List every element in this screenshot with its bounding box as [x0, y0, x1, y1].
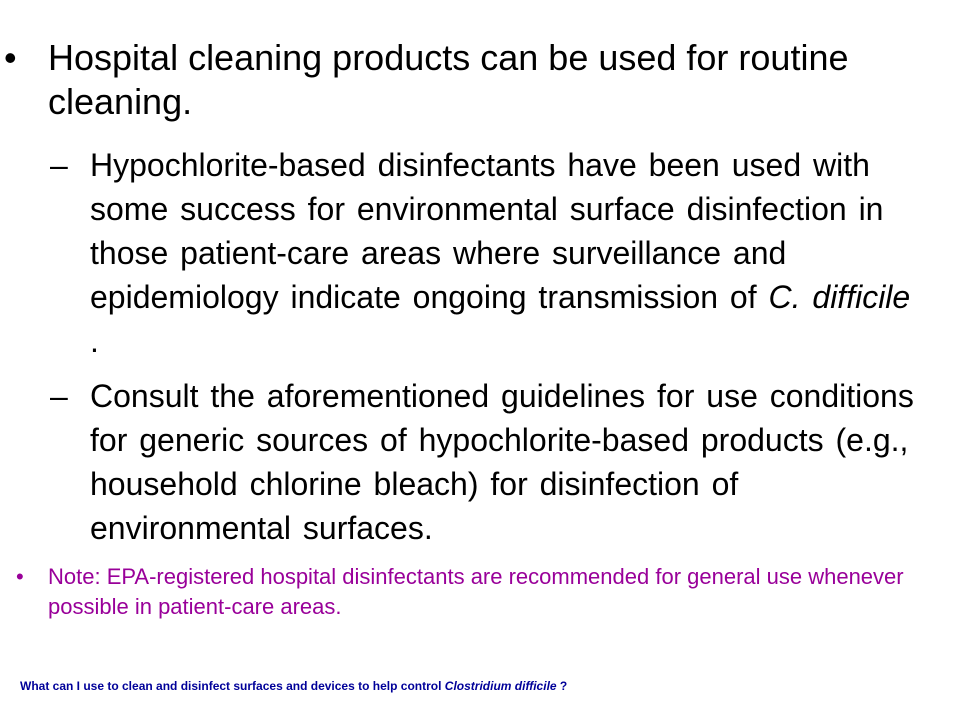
sub-bullet-hypochlorite — [50, 143, 920, 363]
dash-icon: – — [50, 147, 68, 183]
footer-italic: Clostridium difficile — [444, 679, 557, 693]
footer-text: What can I use to clean and disinfect surfaces and devices to help control — [20, 679, 445, 693]
note-bullet — [16, 562, 928, 622]
note-text: Note: EPA-registered hospital disinfectants are recommended for general use whenever possible in patient-care areas. — [48, 564, 904, 619]
footer-caption — [20, 679, 940, 693]
sub-bullet-text: Consult the aforementioned guidelines for use conditions for generic sources of hypochlorite-based products (e.g., household chlorine bleach) for disinfection of environmental surfaces. — [90, 378, 914, 546]
sub-bullet-guidelines — [50, 374, 920, 550]
bullet-icon: • — [16, 564, 24, 589]
main-bullet-text: Hospital cleaning products can be used for routine cleaning. — [48, 37, 849, 122]
sub-bullet-text-end: . — [90, 323, 99, 359]
main-bullet — [4, 36, 928, 124]
sub-bullet-text: Hypochlorite-based disinfectants have been used with some success for environmental surface disinfection in those patient-care areas where surveillance and epidemiology indicate ongoing transmission of — [90, 147, 884, 315]
footer-text-end: ? — [556, 679, 568, 693]
bullet-icon: • — [4, 37, 17, 78]
sub-bullet-italic: C. difficile — [768, 279, 911, 315]
dash-icon: – — [50, 378, 68, 414]
